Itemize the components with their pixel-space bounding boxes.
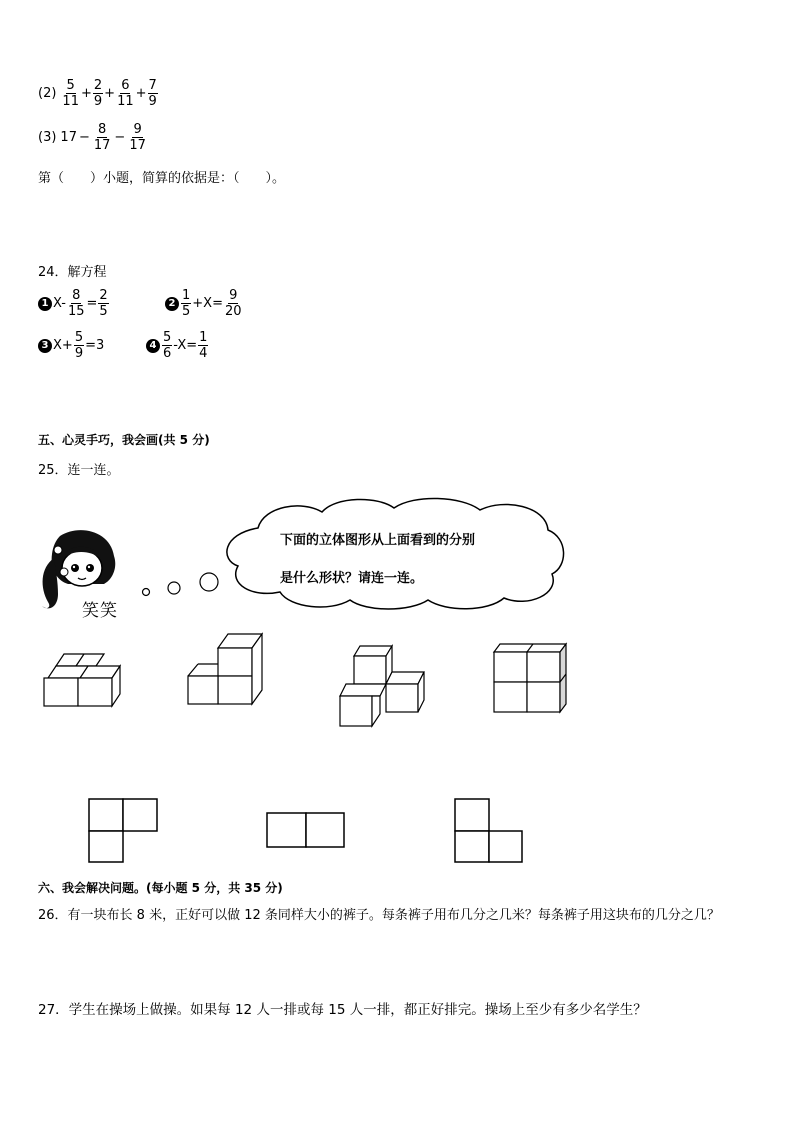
q27-text: 27．学生在操场上做操。如果每 12 人一排或每 15 人一排，都正好排完。操场上至少有多少名学生？ (38, 1002, 647, 1018)
item-label: (2) (38, 86, 57, 101)
fraction: $\frac{5}{6}$ (163, 330, 172, 361)
q24-eq3 (38, 330, 104, 361)
operator: − (78, 130, 90, 145)
q24-eq1 (38, 288, 110, 319)
thought-cloud-icon (218, 494, 570, 612)
equation-text: X- (53, 296, 66, 311)
q23-answer-line: 第（ ）小题，简算的依据是：（ ）。 (38, 171, 286, 186)
fraction: $\frac{5}{11}$ (62, 78, 79, 109)
section6-title: 六、我会解决问题。(每小题 5 分，共 35 分) (38, 881, 283, 895)
fraction: $\frac{6}{11}$ (117, 78, 134, 109)
q23-item3 (38, 122, 148, 153)
fraction: $\frac{5}{9}$ (74, 330, 84, 361)
equation-text: =3 (85, 338, 105, 353)
circled-number: 2 (165, 297, 179, 311)
operator: + (135, 86, 147, 101)
fraction: $\frac{2}{9}$ (93, 78, 103, 109)
fraction: $\frac{2}{5}$ (99, 288, 108, 319)
circled-number: 4 (146, 339, 160, 353)
section5-title: 五、心灵手巧，我会画(共 5 分) (38, 433, 210, 447)
operator: + (104, 86, 116, 101)
operator: − (114, 130, 126, 145)
number: 17 (60, 130, 77, 145)
fraction: $\frac{8}{17}$ (93, 122, 111, 153)
fraction: $\frac{9}{17}$ (129, 122, 146, 153)
solid-figure-1 (40, 648, 124, 710)
top-view-shape-1 (86, 796, 160, 864)
bubble-text-line1: 下面的立体图形从上面看到的分别 (280, 533, 476, 548)
fraction: $\frac{1}{5}$ (182, 288, 191, 319)
solid-figure-3 (336, 642, 432, 730)
equals-sign: = (86, 296, 98, 311)
item-label: (3) (38, 130, 57, 145)
fraction: $\frac{8}{15}$ (67, 288, 85, 319)
q25-title: 25．连一连。 (38, 463, 120, 478)
equation-text: X+ (53, 338, 73, 353)
thought-dots-icon (138, 570, 222, 600)
circled-number: 3 (38, 339, 52, 353)
q24-eq4 (146, 330, 209, 361)
fraction: $\frac{9}{20}$ (224, 288, 242, 319)
q26-text: 26．有一块布长 8 米，正好可以做 12 条同样大小的裤子。每条裤子用布几分之几米？每条裤子用这块布的几分之几？ (38, 908, 720, 923)
fraction: $\frac{7}{9}$ (148, 78, 157, 109)
q24-title: 24．解方程 (38, 265, 107, 280)
solid-figure-4 (490, 642, 570, 716)
fraction: $\frac{1}{4}$ (199, 330, 208, 361)
circled-number: 1 (38, 297, 52, 311)
equation-text: -X= (173, 338, 198, 353)
bubble-text-line2: 是什么形状？请连一连。 (280, 571, 424, 586)
q23-item2 (38, 78, 159, 109)
character-name: 笑笑 (82, 601, 118, 621)
top-view-shape-3 (452, 796, 526, 864)
solid-figure-2 (186, 630, 266, 710)
top-view-shape-2 (264, 810, 348, 850)
equation-text: +X= (192, 296, 223, 311)
q24-eq2 (165, 288, 244, 319)
operator: + (80, 86, 92, 101)
